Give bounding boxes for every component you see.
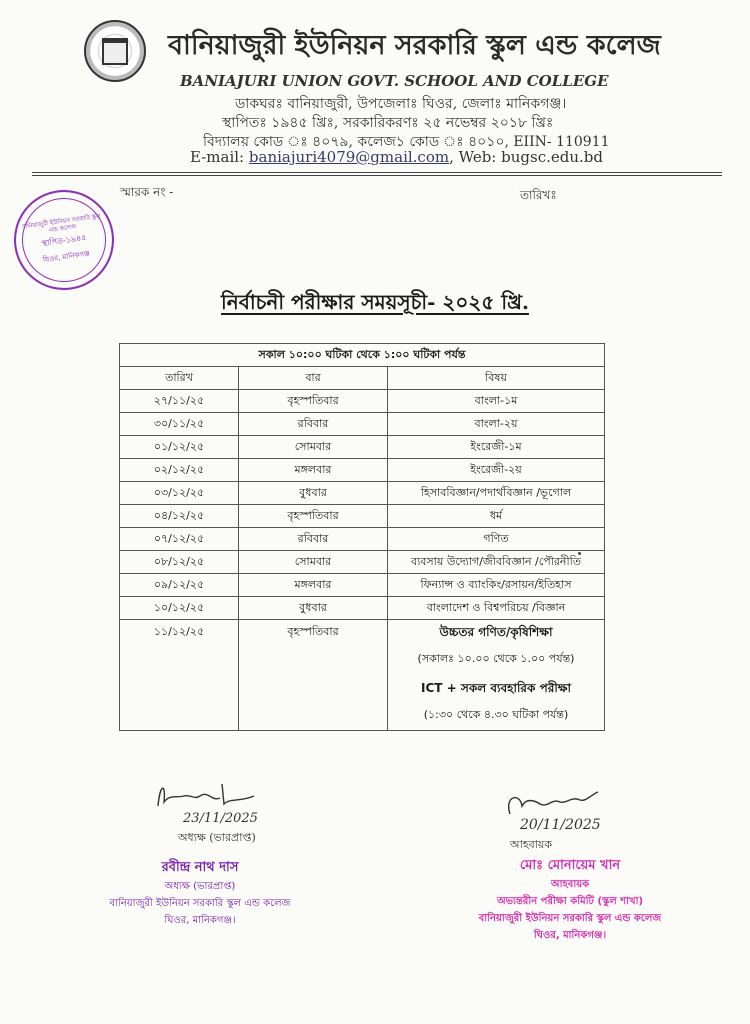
row-date: ২৭/১১/২৫ (120, 390, 239, 413)
row-day: সোমবার (239, 436, 388, 459)
row-subject: ব্যবসায় উদ্যোগ/জীববিজ্ঞান /পৌরনীতি (388, 551, 605, 574)
school-name-bangla: বানিয়াজুরী ইউনিয়ন সরকারি স্কুল এন্ড কলেজ (168, 30, 661, 61)
row-subject: ইংরেজী-১ম (388, 436, 605, 459)
stamp-text-top: বানিয়াজুরী ইউনিয়ন সরকারি স্কুল এন্ড কলেজ (21, 212, 101, 234)
table-row (120, 551, 605, 574)
row-day: বুধবার (239, 482, 388, 505)
memo-date: তারিখঃ (520, 188, 557, 202)
row-subject: বাংলা-১ম (388, 390, 605, 413)
row-date: ০৭/১২/২৫ (120, 528, 239, 551)
col-date-header: তারিখ (120, 367, 239, 390)
convener-title: আহবায়ক (550, 879, 590, 890)
convener-name: মোঃ মোনায়েম খান (519, 858, 621, 873)
row-date: ০২/১২/২৫ (120, 459, 239, 482)
school-seal-stamp (8, 184, 121, 297)
principal-name: রবীন্দ্র নাথ দাস (161, 860, 239, 875)
header-divider (32, 172, 722, 173)
time-header-row (120, 344, 605, 367)
row-date: ০৯/১২/২৫ (120, 574, 239, 597)
table-row (120, 505, 605, 528)
convener-stamp (450, 856, 690, 945)
row-subject: ফিন্যান্স ও ব্যাংকিং/রসায়ন/ইতিহাস (388, 574, 605, 597)
row-date: ০৮/১২/২৫ (120, 551, 239, 574)
table-row (120, 597, 605, 620)
page-title (0, 288, 750, 321)
time-header: সকাল ১০:০০ ঘটিকা থেকে ১:০০ ঘটিকা পর্যন্ত (120, 344, 605, 367)
website-text: , Web: bugsc.edu.bd (449, 148, 603, 166)
address-line: ডাকঘরঃ বানিয়াজুরী, উপজেলাঃ ঘিওর, জেলাঃ মানিকগঞ্জ। (235, 96, 567, 112)
school-name-english: BANIAJURI UNION GOVT. SCHOOL AND COLLEGE (180, 72, 609, 90)
subject-time-afternoon: (১:৩০ থেকে ৪.৩০ ঘটিকা পর্যন্ত) (423, 708, 569, 721)
col-subject-header: বিষয় (388, 367, 605, 390)
stamp-text-bottom: ঘিওর, মানিকগঞ্জ (42, 249, 91, 264)
table-row (120, 574, 605, 597)
row-day: সোমবার (239, 551, 388, 574)
convener-sign-date: 20/11/2025 (520, 817, 601, 833)
exam-schedule-table (119, 343, 605, 731)
subject-time-morning: (সকালঃ ১০.০০ থেকে ১.০০ পর্যন্ত) (417, 652, 575, 665)
established-line: স্থাপিতঃ ১৯৪৫ খ্রিঃ, সরকারিকরণঃ ২৫ নভেম্বর ২০১৮ খ্রিঃ (222, 115, 554, 131)
row-date: ০৩/১২/২৫ (120, 482, 239, 505)
row-day: মঙ্গলবার (239, 574, 388, 597)
table-row-last (120, 620, 605, 731)
row-date: ০১/১২/২৫ (120, 436, 239, 459)
principal-sign-date: 23/11/2025 (183, 811, 258, 826)
table-row (120, 482, 605, 505)
row-day: রবিবার (239, 413, 388, 436)
table-row (120, 528, 605, 551)
row-day: বুধবার (239, 597, 388, 620)
principal-stamp (100, 858, 300, 930)
ink-speck (578, 552, 581, 555)
codes-line: বিদ্যালয় কোড ঃ ৪০৭৯, কলেজ১ কোড ঃ ৪০১০, EIIN- 110911 (203, 134, 610, 150)
table-row (120, 459, 605, 482)
table-row (120, 436, 605, 459)
col-day-header: বার (239, 367, 388, 390)
row-day: বৃহস্পতিবার (239, 620, 388, 731)
row-subject: বাংলা-২য় (388, 413, 605, 436)
email-label: E-mail: (190, 148, 245, 166)
principal-org: বানিয়াজুরী ইউনিয়ন সরকারি স্কুল এন্ড কলেজ (109, 898, 291, 909)
row-subject: ধর্ম (388, 505, 605, 528)
row-subject: বাংলাদেশ ও বিশ্বপরিচয় /বিজ্ঞান (388, 597, 605, 620)
principal-title: অধ্যক্ষ (ভারপ্রাপ্ত) (164, 881, 236, 892)
book-icon (102, 38, 128, 65)
memo-ref: স্মারক নং - (120, 185, 174, 199)
convener-org: বানিয়াজুরী ইউনিয়ন সরকারি স্কুল এন্ড কলেজ (478, 913, 662, 924)
stamp-text-mid: স্থাপিত-১৯৪৫ (41, 232, 87, 248)
convener-place: ঘিওর, মানিকগঞ্জ। (533, 930, 607, 941)
table-row (120, 413, 605, 436)
page-title-text: নির্বাচনী পরীক্ষার সময়সূচী- ২০২৫ খ্রি. (221, 290, 529, 314)
school-logo (84, 20, 146, 82)
row-day: মঙ্গলবার (239, 459, 388, 482)
row-subject: গণিত (388, 528, 605, 551)
convener-committee: অভ্যন্তরীন পরীক্ষা কমিটি (স্কুল শাখা) (496, 896, 644, 907)
row-subject-multi (388, 620, 605, 731)
table-row (120, 390, 605, 413)
row-date: ০৪/১২/২৫ (120, 505, 239, 528)
column-header-row (120, 367, 605, 390)
contact-line (190, 148, 603, 166)
header-divider-2 (32, 175, 722, 176)
row-day: রবিবার (239, 528, 388, 551)
row-date: ১০/১২/২৫ (120, 597, 239, 620)
email-link[interactable]: baniajuri4079@gmail.com (248, 148, 450, 166)
row-subject: ইংরেজী-২য় (388, 459, 605, 482)
subject-higher-math: উচ্চতর গণিত/কৃষিশিক্ষা (439, 625, 553, 639)
row-day: বৃহস্পতিবার (239, 390, 388, 413)
row-day: বৃহস্পতিবার (239, 505, 388, 528)
row-subject: হিসাববিজ্ঞান/পদার্থবিজ্ঞান /ভূগোল (388, 482, 605, 505)
row-date: ৩০/১১/২৫ (120, 413, 239, 436)
row-date: ১১/১২/২৫ (120, 620, 239, 731)
subject-ict-practical: ICT + সকল ব্যবহারিক পরীক্ষা (421, 681, 571, 695)
principal-place: ঘিওর, মানিকগঞ্জ। (164, 915, 236, 926)
principal-role: অধ্যক্ষ (ভারপ্রাপ্ত) (178, 831, 256, 844)
convener-role: আহবায়ক (510, 838, 553, 851)
